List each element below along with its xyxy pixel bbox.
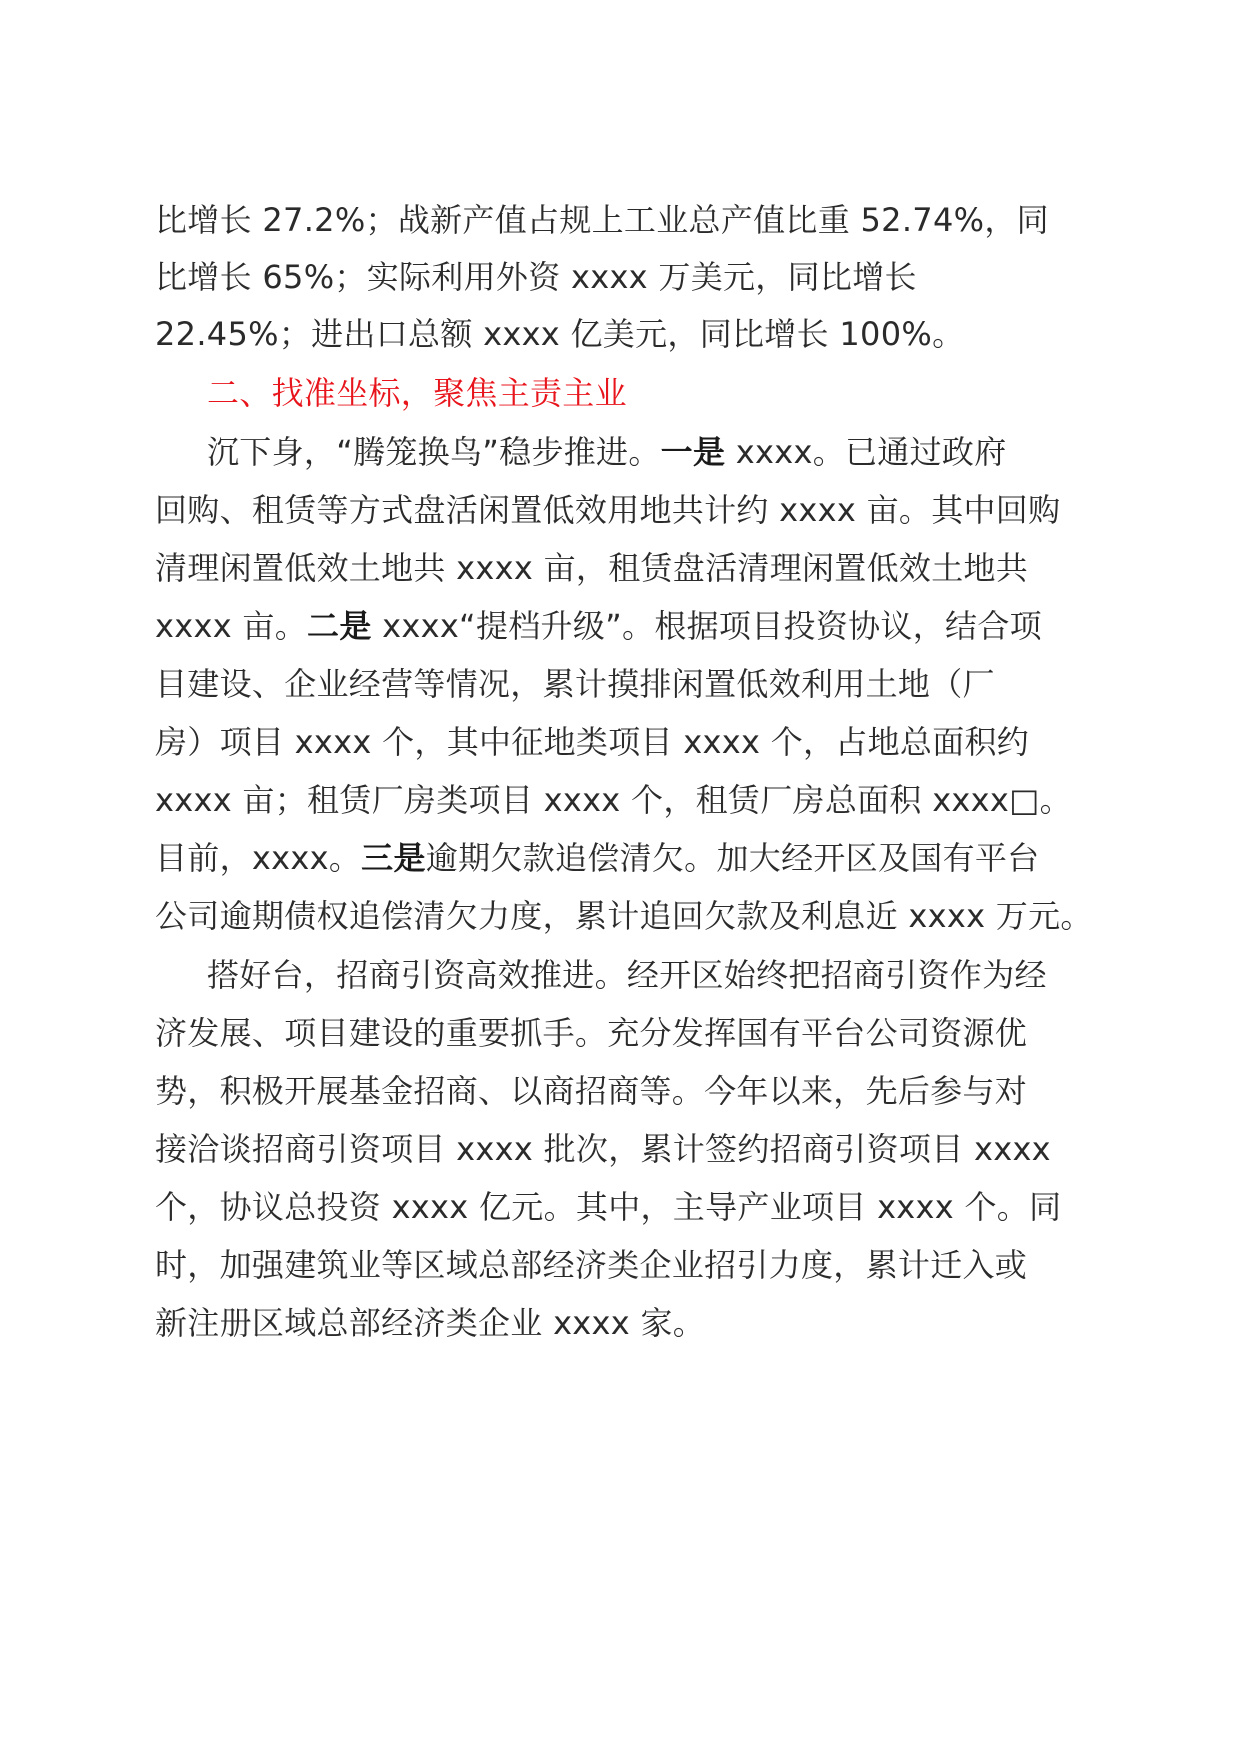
paragraph-line xyxy=(155,606,1042,646)
text-run: 逾期欠款追偿清欠。加大经开区及国有平台 xyxy=(425,839,1040,877)
text-run: 目前，xxxx。 xyxy=(155,839,362,877)
body-line: 比增长 27.2%；战新产值占规上工业总产值比重 52.74%，同 xyxy=(155,201,1049,239)
body-line: 22.45%；进出口总额 xxxx 亿美元，同比增长 100%。 xyxy=(155,315,965,353)
paragraph-line: xxxx 亩；租赁厂房类项目 xxxx 个，租赁厂房总面积 xxxx□。 xyxy=(155,781,1072,819)
text-run: xxxx 亩。 xyxy=(155,607,308,645)
paragraph-line: 接洽谈招商引资项目 xxxx 批次，累计签约招商引资项目 xxxx xyxy=(155,1130,1051,1168)
text-run: 沉下身，“腾笼换鸟”稳步推进。 xyxy=(207,433,661,471)
paragraph-line: 公司逾期债权追偿清欠力度，累计追回欠款及利息近 xxxx 万元。 xyxy=(155,897,1093,935)
paragraph-line: 目建设、企业经营等情况，累计摸排闲置低效利用土地（厂 xyxy=(155,665,995,703)
paragraph-line: 清理闲置低效土地共 xxxx 亩，租赁盘活清理闲置低效土地共 xyxy=(155,549,1029,587)
paragraph-line: 势，积极开展基金招商、以商招商等。今年以来，先后参与对 xyxy=(155,1072,1028,1110)
paragraph-line: 回购、租赁等方式盘活闲置低效用地共计约 xxxx 亩。其中回购 xyxy=(155,491,1061,529)
paragraph-line: 济发展、项目建设的重要抓手。充分发挥国有平台公司资源优 xyxy=(155,1014,1028,1052)
paragraph-line: 个，协议总投资 xxxx 亿元。其中，主导产业项目 xxxx 个。同 xyxy=(155,1188,1062,1226)
paragraph-line xyxy=(207,432,1007,472)
bold-marker: 三是 xyxy=(361,839,426,877)
text-run: xxxx“提档升级”。根据项目投资协议，结合项 xyxy=(371,607,1042,645)
body-line: 比增长 65%；实际利用外资 xxxx 万美元，同比增长 xyxy=(155,258,917,296)
paragraph-line: 房）项目 xxxx 个，其中征地类项目 xxxx 个，占地总面积约 xyxy=(155,723,1030,761)
text-run: xxxx。已通过政府 xyxy=(725,433,1007,471)
paragraph-line: 新注册区域总部经济类企业 xxxx 家。 xyxy=(155,1304,706,1342)
bold-marker: 一是 xyxy=(660,433,726,471)
paragraph-line xyxy=(155,838,1039,878)
section-heading: 二、找准坐标，聚焦主责主业 xyxy=(207,374,627,412)
paragraph-line: 搭好台，招商引资高效推进。经开区始终把招商引资作为经 xyxy=(207,956,1047,994)
paragraph-line: 时，加强建筑业等区域总部经济类企业招引力度，累计迁入或 xyxy=(155,1246,1028,1284)
bold-marker: 二是 xyxy=(307,607,372,645)
